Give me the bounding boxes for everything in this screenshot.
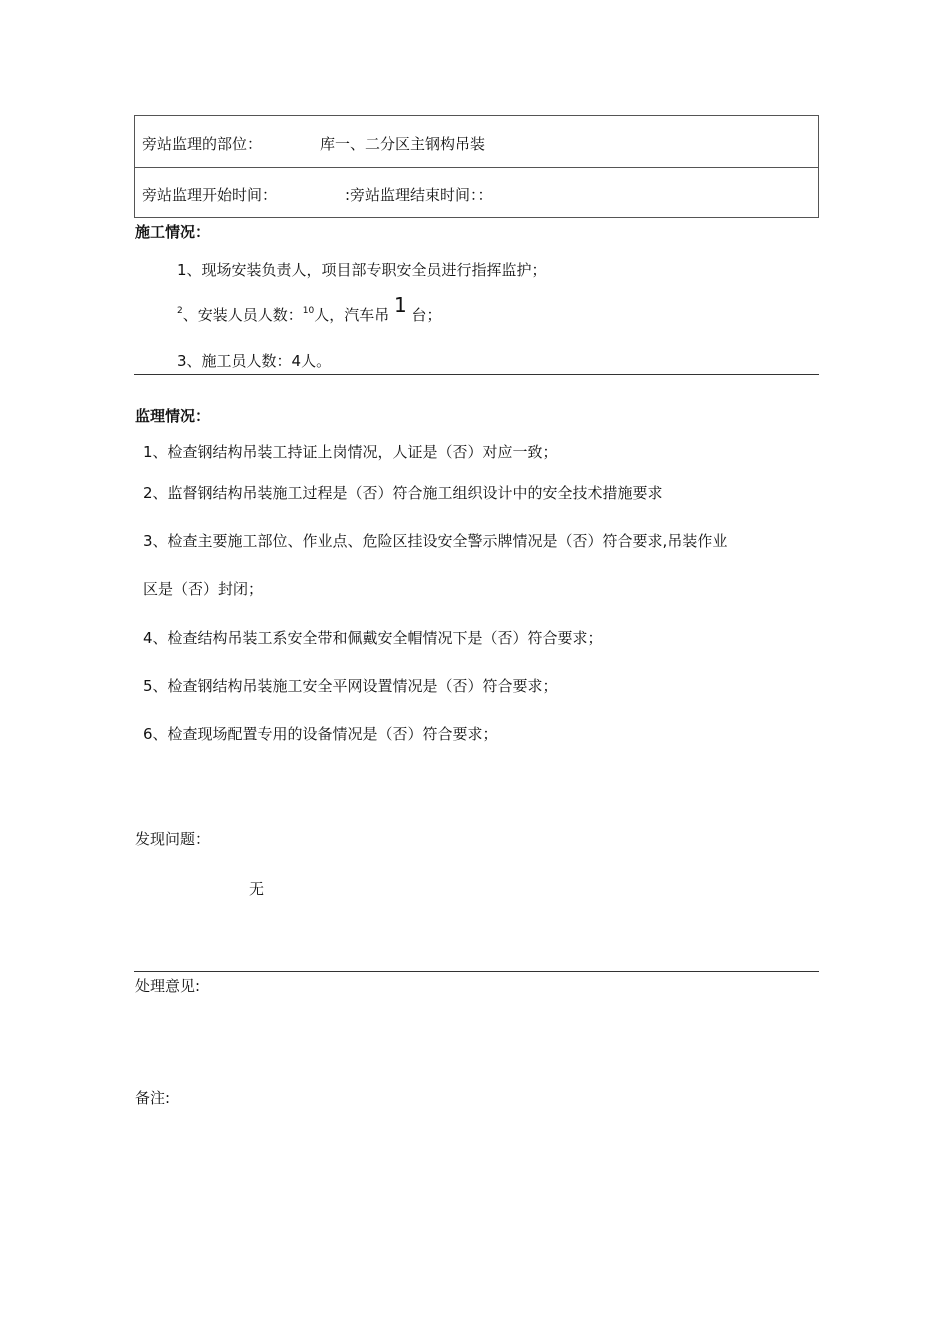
section-divider-2 <box>134 971 819 972</box>
location-row <box>135 116 818 168</box>
construction-item-2 <box>177 293 442 325</box>
supervision-item-2: 2、监督钢结构吊装施工过程是（否）符合施工组织设计中的安全技术措施要求 <box>143 484 663 502</box>
supervision-item-5: 5、检查钢结构吊装施工安全平网设置情况是（否）符合要求； <box>143 677 558 695</box>
section-divider-1 <box>134 374 819 375</box>
item2-text-a: 、安装人员人数： <box>182 306 303 324</box>
item2-text-c: 台； <box>411 306 442 324</box>
supervision-item-4: 4、检查结构吊装工系安全带和佩戴安全帽情况下是（否）符合要求； <box>143 629 603 647</box>
supervision-item-3: 3、检查主要施工部位、作业点、危险区挂设安全警示牌情况是（否）符合要求,吊装作业 <box>143 532 728 550</box>
problems-value: 无 <box>249 880 265 898</box>
supervision-item-1: 1、检查钢结构吊装工持证上岗情况，人证是（否）对应一致； <box>143 443 558 461</box>
problems-label: 发现问题： <box>135 830 211 848</box>
handling-label: 处理意见: <box>135 977 201 995</box>
time-row <box>135 167 818 218</box>
construction-item-3: 3、施工员人数：4人。 <box>177 352 332 370</box>
crane-count: 1 <box>394 293 407 317</box>
start-time-label: 旁站监理开始时间： <box>142 186 278 204</box>
location-label: 旁站监理的部位： <box>142 135 263 153</box>
supervision-item-3-cont: 区是（否）封闭； <box>143 580 264 598</box>
installer-count: 10 <box>302 306 315 316</box>
header-table <box>134 115 819 218</box>
remarks-label: 备注: <box>135 1089 171 1107</box>
item2-number: 2 <box>177 306 183 316</box>
construction-item-1: 1、现场安装负责人，项目部专职安全员进行指挥监护； <box>177 261 547 279</box>
supervision-item-6: 6、检查现场配置专用的设备情况是（否）符合要求； <box>143 725 498 743</box>
end-time-label: :旁站监理结束时间：： <box>345 186 493 204</box>
construction-heading: 施工情况： <box>135 223 211 241</box>
supervision-heading: 监理情况： <box>135 407 211 425</box>
item2-text-b: 人，汽车吊 <box>314 306 390 324</box>
location-value: 库一、二分区主钢构吊装 <box>320 135 486 153</box>
